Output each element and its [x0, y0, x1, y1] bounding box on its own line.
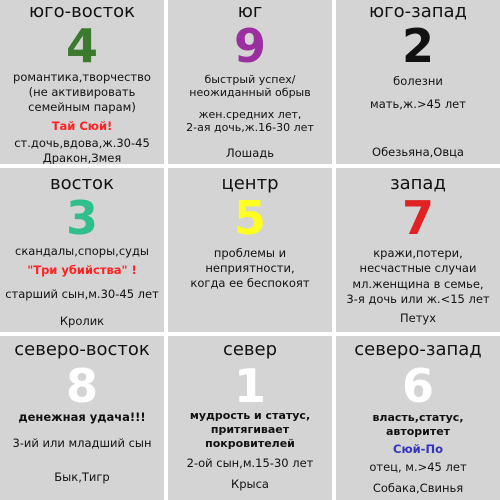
meaning-text: романтика,творчество — [13, 70, 151, 84]
family-text: мл.женщина в семье, — [352, 277, 484, 291]
animals-text: Кролик — [59, 314, 105, 328]
family-text: отец, м.>45 лет — [369, 460, 467, 474]
star-number: 7 — [401, 191, 434, 245]
family-text: 2-ой сын,м.15-30 лет — [186, 456, 314, 470]
cell-west — [336, 168, 500, 332]
meaning-text: проблемы и — [213, 246, 287, 260]
meaning-text: денежная удача!!! — [18, 410, 146, 424]
star-number: 3 — [65, 191, 98, 245]
family-text: мать,ж.>45 лет — [370, 97, 466, 111]
meaning-text: неожиданный обрыв — [189, 86, 311, 99]
direction-label: восток — [50, 173, 114, 194]
animals-text: Петух — [399, 311, 437, 325]
family-text: 3-ий или младший сын — [12, 436, 152, 450]
highlight-text: Тай Сюй! — [51, 119, 113, 133]
star-number: 1 — [233, 359, 266, 413]
meaning-text: кражи,потери, — [373, 246, 463, 260]
direction-label: юго-запад — [369, 1, 467, 22]
animals-text: Обезьяна,Овца — [372, 145, 464, 159]
star-number: 4 — [65, 19, 98, 73]
meaning-text: покровителей — [205, 437, 295, 450]
meaning-text: несчастные случаи — [359, 261, 477, 275]
star-number: 9 — [233, 19, 266, 73]
family-text: жен.средних лет, — [198, 108, 302, 121]
meaning-text: быстрый успех/ — [204, 73, 296, 86]
family-text: ст.дочь,вдова,ж.30-45 — [14, 136, 150, 150]
meaning-text: болезни — [393, 74, 443, 88]
star-number: 8 — [65, 359, 98, 413]
meaning-text: мудрость и статус, — [189, 409, 311, 422]
family-text: 3-я дочь или ж.<15 лет — [346, 292, 490, 306]
meaning-text: когда ее беспокоят — [190, 276, 310, 290]
direction-label: центр — [221, 173, 279, 194]
cell-north-west — [336, 336, 500, 500]
highlight-text: "Три убийства" ! — [27, 263, 137, 277]
direction-label: северо-запад — [354, 339, 482, 360]
family-text: старший сын,м.30-45 лет — [5, 287, 159, 301]
cell-south-east — [0, 0, 164, 164]
star-number: 5 — [233, 191, 266, 245]
cell-center — [168, 168, 332, 332]
meaning-text: неприятности, — [205, 261, 295, 275]
direction-label: запад — [390, 173, 446, 194]
animals-text: Дракон,Змея — [42, 151, 122, 164]
meaning-text: авторитет — [385, 425, 451, 438]
meaning-text: власть,статус, — [372, 411, 464, 424]
meaning-text: (не активировать — [28, 85, 136, 99]
cell-south-west — [336, 0, 500, 164]
animals-text: Лошадь — [226, 146, 274, 160]
star-number: 6 — [401, 359, 434, 413]
cell-north — [168, 336, 332, 500]
direction-label: север — [222, 339, 278, 360]
highlight-text: Сюй-По — [393, 442, 443, 456]
animals-text: Крыса — [231, 477, 269, 491]
cell-east — [0, 168, 164, 332]
cell-north-east — [0, 336, 164, 500]
cell-south — [168, 0, 332, 164]
meaning-text: притягивает — [210, 423, 290, 436]
direction-label: юг — [237, 1, 263, 22]
animals-text: Собака,Свинья — [372, 481, 464, 495]
meaning-text: семейным парам) — [28, 100, 136, 114]
star-number: 2 — [401, 19, 434, 73]
direction-label: юго-восток — [28, 1, 135, 22]
family-text: 2-ая дочь,ж.16-30 лет — [186, 121, 314, 134]
meaning-text: скандалы,споры,суды — [15, 244, 149, 258]
direction-label: северо-восток — [14, 339, 150, 360]
animals-text: Бык,Тигр — [54, 470, 110, 484]
